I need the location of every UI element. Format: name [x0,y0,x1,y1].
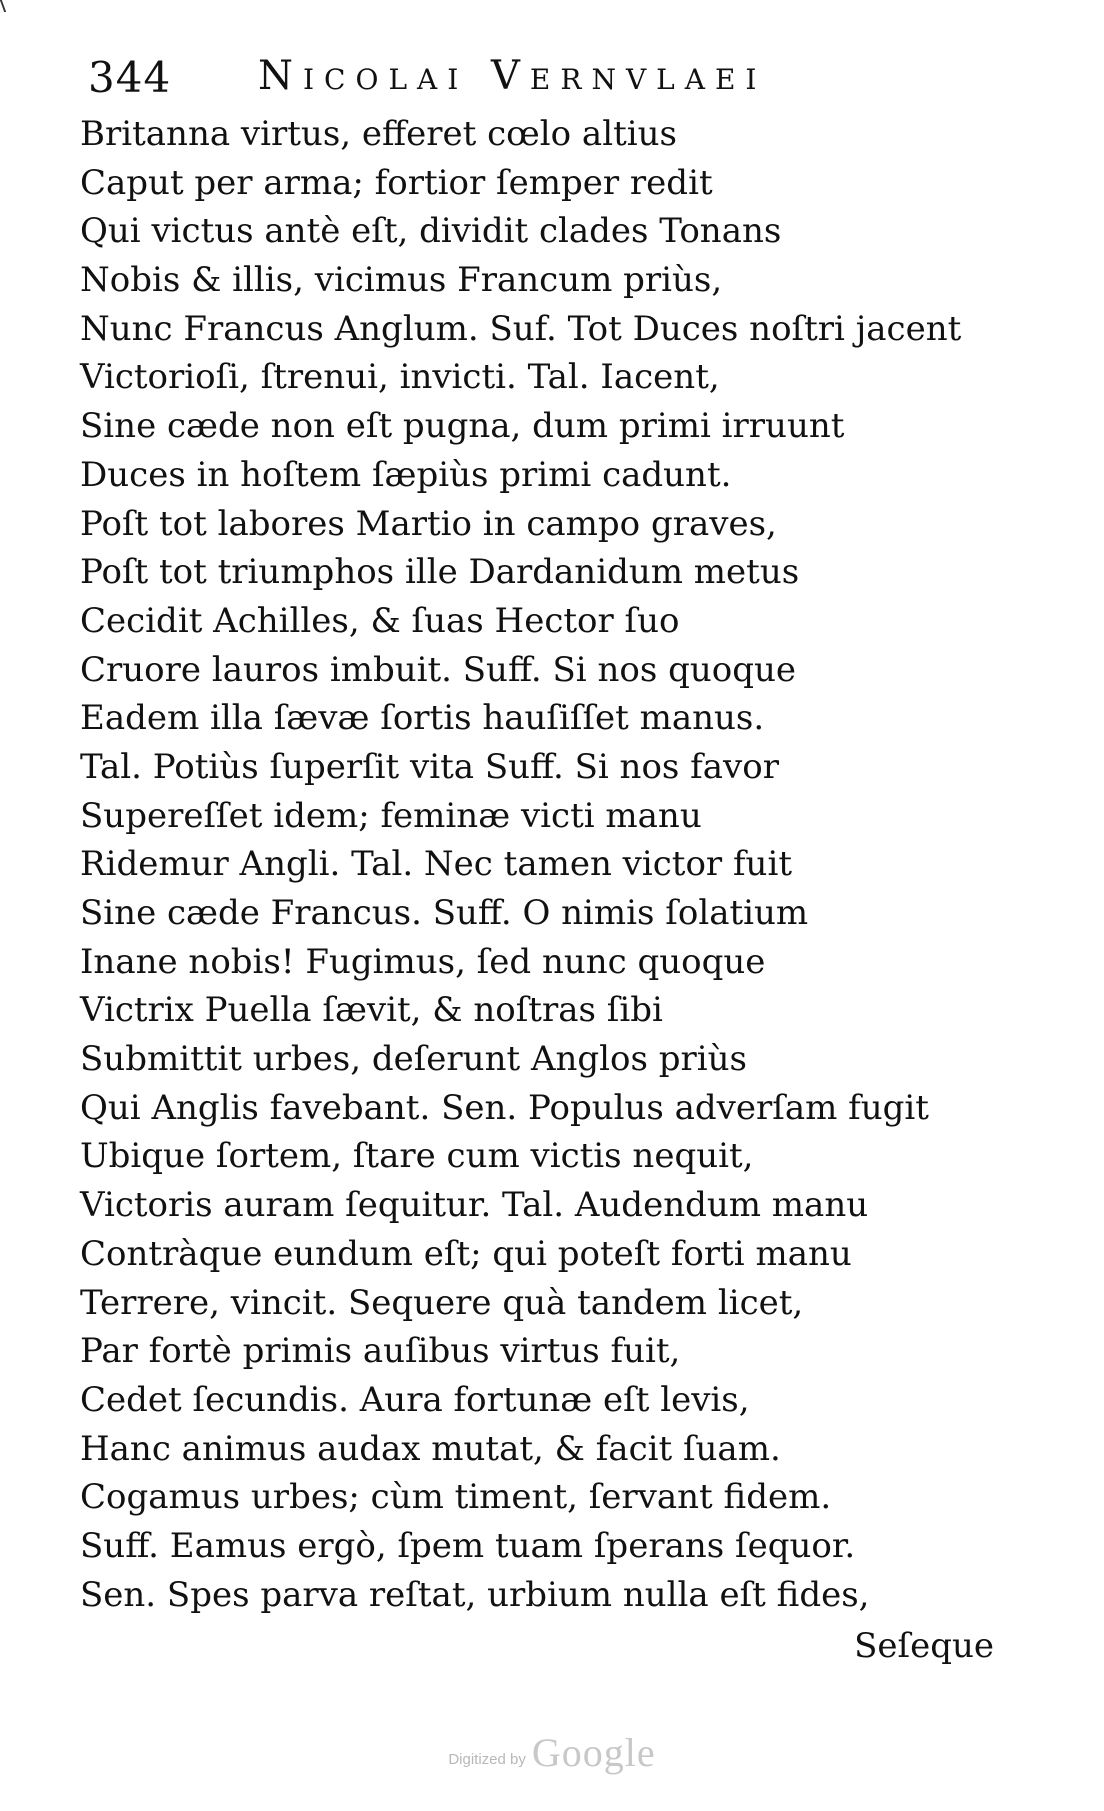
verse-line: Eadem illa ſævæ ſortis hauſiſſet manus. [80,698,765,739]
verse-line: Sine cæde non eſt pugna, dum primi irruunt [80,406,845,447]
verse-line: Duces in hoſtem ſæpiùs primi cadunt. [80,454,732,495]
verse-line: Cogamus urbes; cùm timent, ſervant fidem. [80,1477,832,1518]
page-number: 344 [88,53,172,102]
verse-line: Sine cæde Francus. Suff. O nimis ſolatium [80,893,809,933]
verse-line: Nunc Francus Anglum. Suf. Tot Duces noſtri jacent [80,308,962,349]
digitization-footer [0,1716,1104,1776]
verse-line: Qui victus antè eſt, dividit clades Tonans [80,211,782,252]
verse-line: Tal. Potiùs ſuperſit vita Suff. Si nos favor [80,746,779,787]
running-title: Nicolai Vernvlaei [258,53,767,99]
verse-line: Ridemur Angli. Tal. Nec tamen victor fuit [80,844,792,885]
catchword: Seſeque [854,1626,994,1666]
verse-line: Cedet ſecundis. Aura fortunæ eſt levis, [80,1379,750,1420]
verse-line: Terrere, vincit. Sequere quà tandem licet, [80,1282,804,1323]
verse-line: Victoris auram ſequitur. Tal. Audendum manu [80,1185,869,1226]
verse-line: Britanna virtus, efferet cœlo altius [80,114,677,154]
verse-line: Victorioſi, ſtrenui, invicti. Tal. Iacent, [80,357,720,398]
verse-line: Nobis & illis, vicimus Francum priùs, [80,260,723,301]
verse-line: Cecidit Achilles, & ſuas Hector ſuo [80,600,680,641]
google-logo: Google [531,1730,656,1775]
verse-line: Suff. Eamus ergò, ſpem tuam ſperans ſequor. [80,1525,856,1566]
verse-line: Cruore lauros imbuit. Suff. Si nos quoque [80,649,797,690]
verse-line: Poſt tot triumphos ille Dardanidum metus [80,552,800,593]
verse-line: Poſt tot labores Martio in campo graves, [80,503,777,544]
verse-text [80,110,1020,1619]
page-header [0,52,1104,108]
verse-line: Supereſſet idem; feminæ victi manu [80,795,702,836]
corner-mark [0,0,14,12]
verse-line: Submittit urbes, deſerunt Anglos priùs [80,1039,748,1080]
verse-line: Contràque eundum eſt; qui poteſt forti manu [80,1233,852,1274]
verse-line: Inane nobis! Fugimus, ſed nunc quoque [80,941,766,982]
verse-line: Hanc animus audax mutat, & facit ſuam. [80,1428,781,1469]
verse-line: Sen. Spes parva reſtat, urbium nulla eſt fides, [80,1574,870,1615]
verse-line: Ubique ſortem, ſtare cum victis nequit, [80,1136,754,1177]
digitized-by-label: Digitized by [448,1751,526,1768]
verse-line: Caput per arma; fortior ſemper redit [80,162,713,203]
verse-line: Victrix Puella ſævit, & noſtras ſibi [80,990,663,1031]
verse-line: Qui Anglis favebant. Sen. Populus adverſam fugit [80,1087,929,1128]
verse-line: Par fortè primis auſibus virtus fuit, [80,1331,681,1372]
